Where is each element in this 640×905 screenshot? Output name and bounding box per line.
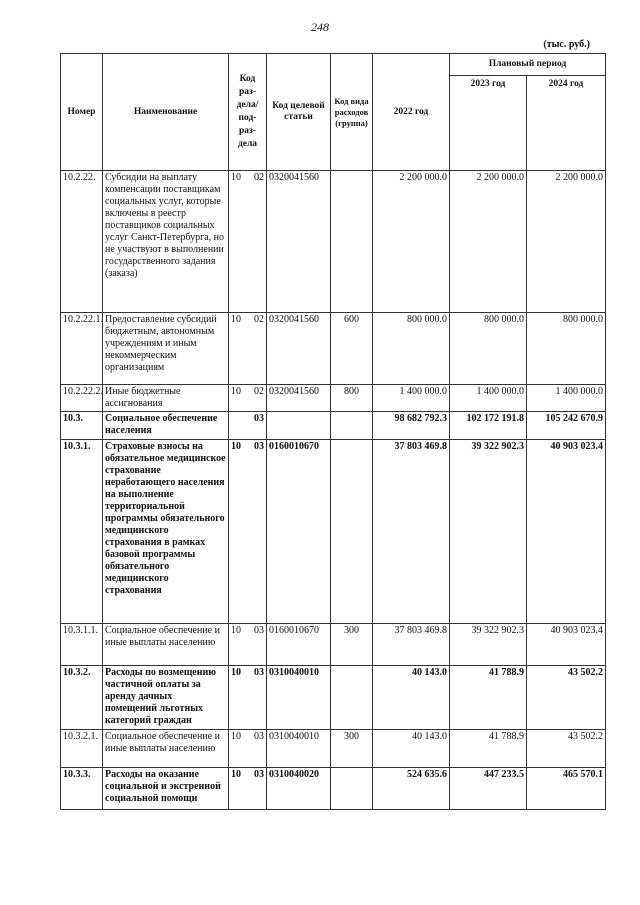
- row-number: 10.3.1.: [61, 440, 103, 624]
- table-row: [61, 730, 606, 768]
- row-value-2022: 37 803 469.8: [373, 624, 450, 666]
- row-value-2023: 800 000.0: [450, 313, 527, 385]
- row-number: 10.3.2.1.: [61, 730, 103, 768]
- budget-table: [60, 53, 606, 810]
- row-name: Социальное обеспечение и иные выплаты населению: [103, 730, 229, 768]
- row-section: 10: [229, 385, 251, 412]
- row-section: 10: [229, 768, 251, 810]
- table-row: [61, 768, 606, 810]
- row-target-code: 0310040010: [267, 730, 331, 768]
- header-section: Код раз-дела/ под-раз-дела: [229, 54, 267, 171]
- row-name: Иные бюджетные ассигнования: [103, 385, 229, 412]
- row-value-2024: 40 903 023.4: [527, 624, 606, 666]
- table-row: [61, 313, 606, 385]
- header-year-2022: 2022 год: [373, 54, 450, 171]
- row-target-code: 0310040010: [267, 666, 331, 730]
- row-value-2023: 2 200 000.0: [450, 171, 527, 313]
- row-number: 10.2.22.2.: [61, 385, 103, 412]
- table-body: [61, 171, 606, 810]
- row-value-2024: 43 502.2: [527, 730, 606, 768]
- row-value-2024: 2 200 000.0: [527, 171, 606, 313]
- row-value-2022: 40 143.0: [373, 730, 450, 768]
- table-row: [61, 171, 606, 313]
- row-target-code: 0320041560: [267, 171, 331, 313]
- row-value-2023: 39 322 902.3: [450, 440, 527, 624]
- row-subsection: 02: [251, 313, 267, 385]
- table-row: [61, 385, 606, 412]
- row-subsection: 02: [251, 385, 267, 412]
- row-name: Расходы по возмещению частичной оплаты за аренду дачных помещений льготных категорий граждан: [103, 666, 229, 730]
- row-value-2024: 800 000.0: [527, 313, 606, 385]
- row-expense-type: 800: [331, 385, 373, 412]
- row-expense-type: 300: [331, 730, 373, 768]
- table-row: [61, 412, 606, 440]
- row-expense-type: [331, 412, 373, 440]
- row-name: Субсидии на выплату компенсации поставщикам социальных услуг, которые включены в реестр поставщиков социальных услуг Санкт-Петербурга, но не участвуют в выполнении государственного задания (заказа): [103, 171, 229, 313]
- row-subsection: 03: [251, 624, 267, 666]
- header-number: Номер: [61, 54, 103, 171]
- row-subsection: 03: [251, 666, 267, 730]
- row-number: 10.3.3.: [61, 768, 103, 810]
- table-row: [61, 440, 606, 624]
- row-value-2024: 40 903 023.4: [527, 440, 606, 624]
- row-value-2022: 2 200 000.0: [373, 171, 450, 313]
- row-value-2023: 39 322 902.3: [450, 624, 527, 666]
- row-subsection: 03: [251, 440, 267, 624]
- row-section: 10: [229, 171, 251, 313]
- row-expense-type: [331, 440, 373, 624]
- row-expense-type: [331, 171, 373, 313]
- row-target-code: 0160010670: [267, 624, 331, 666]
- row-value-2024: 1 400 000.0: [527, 385, 606, 412]
- header-planned-period: Плановый период: [450, 54, 606, 76]
- row-name: Социальное обеспечение и иные выплаты населению: [103, 624, 229, 666]
- row-target-code: 0160010670: [267, 440, 331, 624]
- row-value-2023: 41 788.9: [450, 730, 527, 768]
- row-section: 10: [229, 730, 251, 768]
- row-value-2022: 1 400 000.0: [373, 385, 450, 412]
- row-value-2022: 40 143.0: [373, 666, 450, 730]
- header-year-2023: 2023 год: [450, 76, 527, 171]
- row-target-code: 0310040020: [267, 768, 331, 810]
- row-value-2023: 102 172 191.8: [450, 412, 527, 440]
- row-value-2022: 37 803 469.8: [373, 440, 450, 624]
- units-label: (тыс. руб.): [543, 39, 590, 50]
- row-value-2024: 465 570.1: [527, 768, 606, 810]
- row-value-2023: 447 233.5: [450, 768, 527, 810]
- table-row: [61, 666, 606, 730]
- row-expense-type: [331, 666, 373, 730]
- row-value-2024: 43 502.2: [527, 666, 606, 730]
- row-target-code: 0320041560: [267, 313, 331, 385]
- header-name: Наименование: [103, 54, 229, 171]
- row-section: 10: [229, 440, 251, 624]
- row-expense-type: 300: [331, 624, 373, 666]
- row-subsection: 02: [251, 171, 267, 313]
- row-name: Предоставление субсидий бюджетным, автономным учреждениям и иным некоммерческим организациям: [103, 313, 229, 385]
- row-number: 10.2.22.: [61, 171, 103, 313]
- table-row: [61, 624, 606, 666]
- row-value-2022: 524 635.6: [373, 768, 450, 810]
- row-value-2024: 105 242 670.9: [527, 412, 606, 440]
- row-section: 10: [229, 666, 251, 730]
- row-number: 10.3.: [61, 412, 103, 440]
- row-section: [229, 412, 251, 440]
- row-name: Расходы на оказание социальной и экстренной социальной помощи: [103, 768, 229, 810]
- row-section: 10: [229, 624, 251, 666]
- row-number: 10.3.1.1.: [61, 624, 103, 666]
- row-number: 10.2.22.1.: [61, 313, 103, 385]
- page-number: 248: [311, 20, 329, 34]
- row-target-code: [267, 412, 331, 440]
- row-expense-type: [331, 768, 373, 810]
- row-number: 10.3.2.: [61, 666, 103, 730]
- row-section: 10: [229, 313, 251, 385]
- row-value-2023: 1 400 000.0: [450, 385, 527, 412]
- row-name: Социальное обеспечение населения: [103, 412, 229, 440]
- row-name: Страховые взносы на обязательное медицинское страхование неработающего населения на выполнение территориальной программы обязательного медицинского страхования в рамках базовой программы обязательного медицинского страхования: [103, 440, 229, 624]
- row-value-2023: 41 788.9: [450, 666, 527, 730]
- row-target-code: 0320041560: [267, 385, 331, 412]
- row-expense-type: 600: [331, 313, 373, 385]
- row-subsection: 03: [251, 730, 267, 768]
- header-target: Код целевой статьи: [267, 54, 331, 171]
- row-value-2022: 98 682 792.3: [373, 412, 450, 440]
- header-year-2024: 2024 год: [527, 76, 606, 171]
- row-subsection: 03: [251, 412, 267, 440]
- header-expense-type: Код вида расходов (группа): [331, 54, 373, 171]
- row-subsection: 03: [251, 768, 267, 810]
- row-value-2022: 800 000.0: [373, 313, 450, 385]
